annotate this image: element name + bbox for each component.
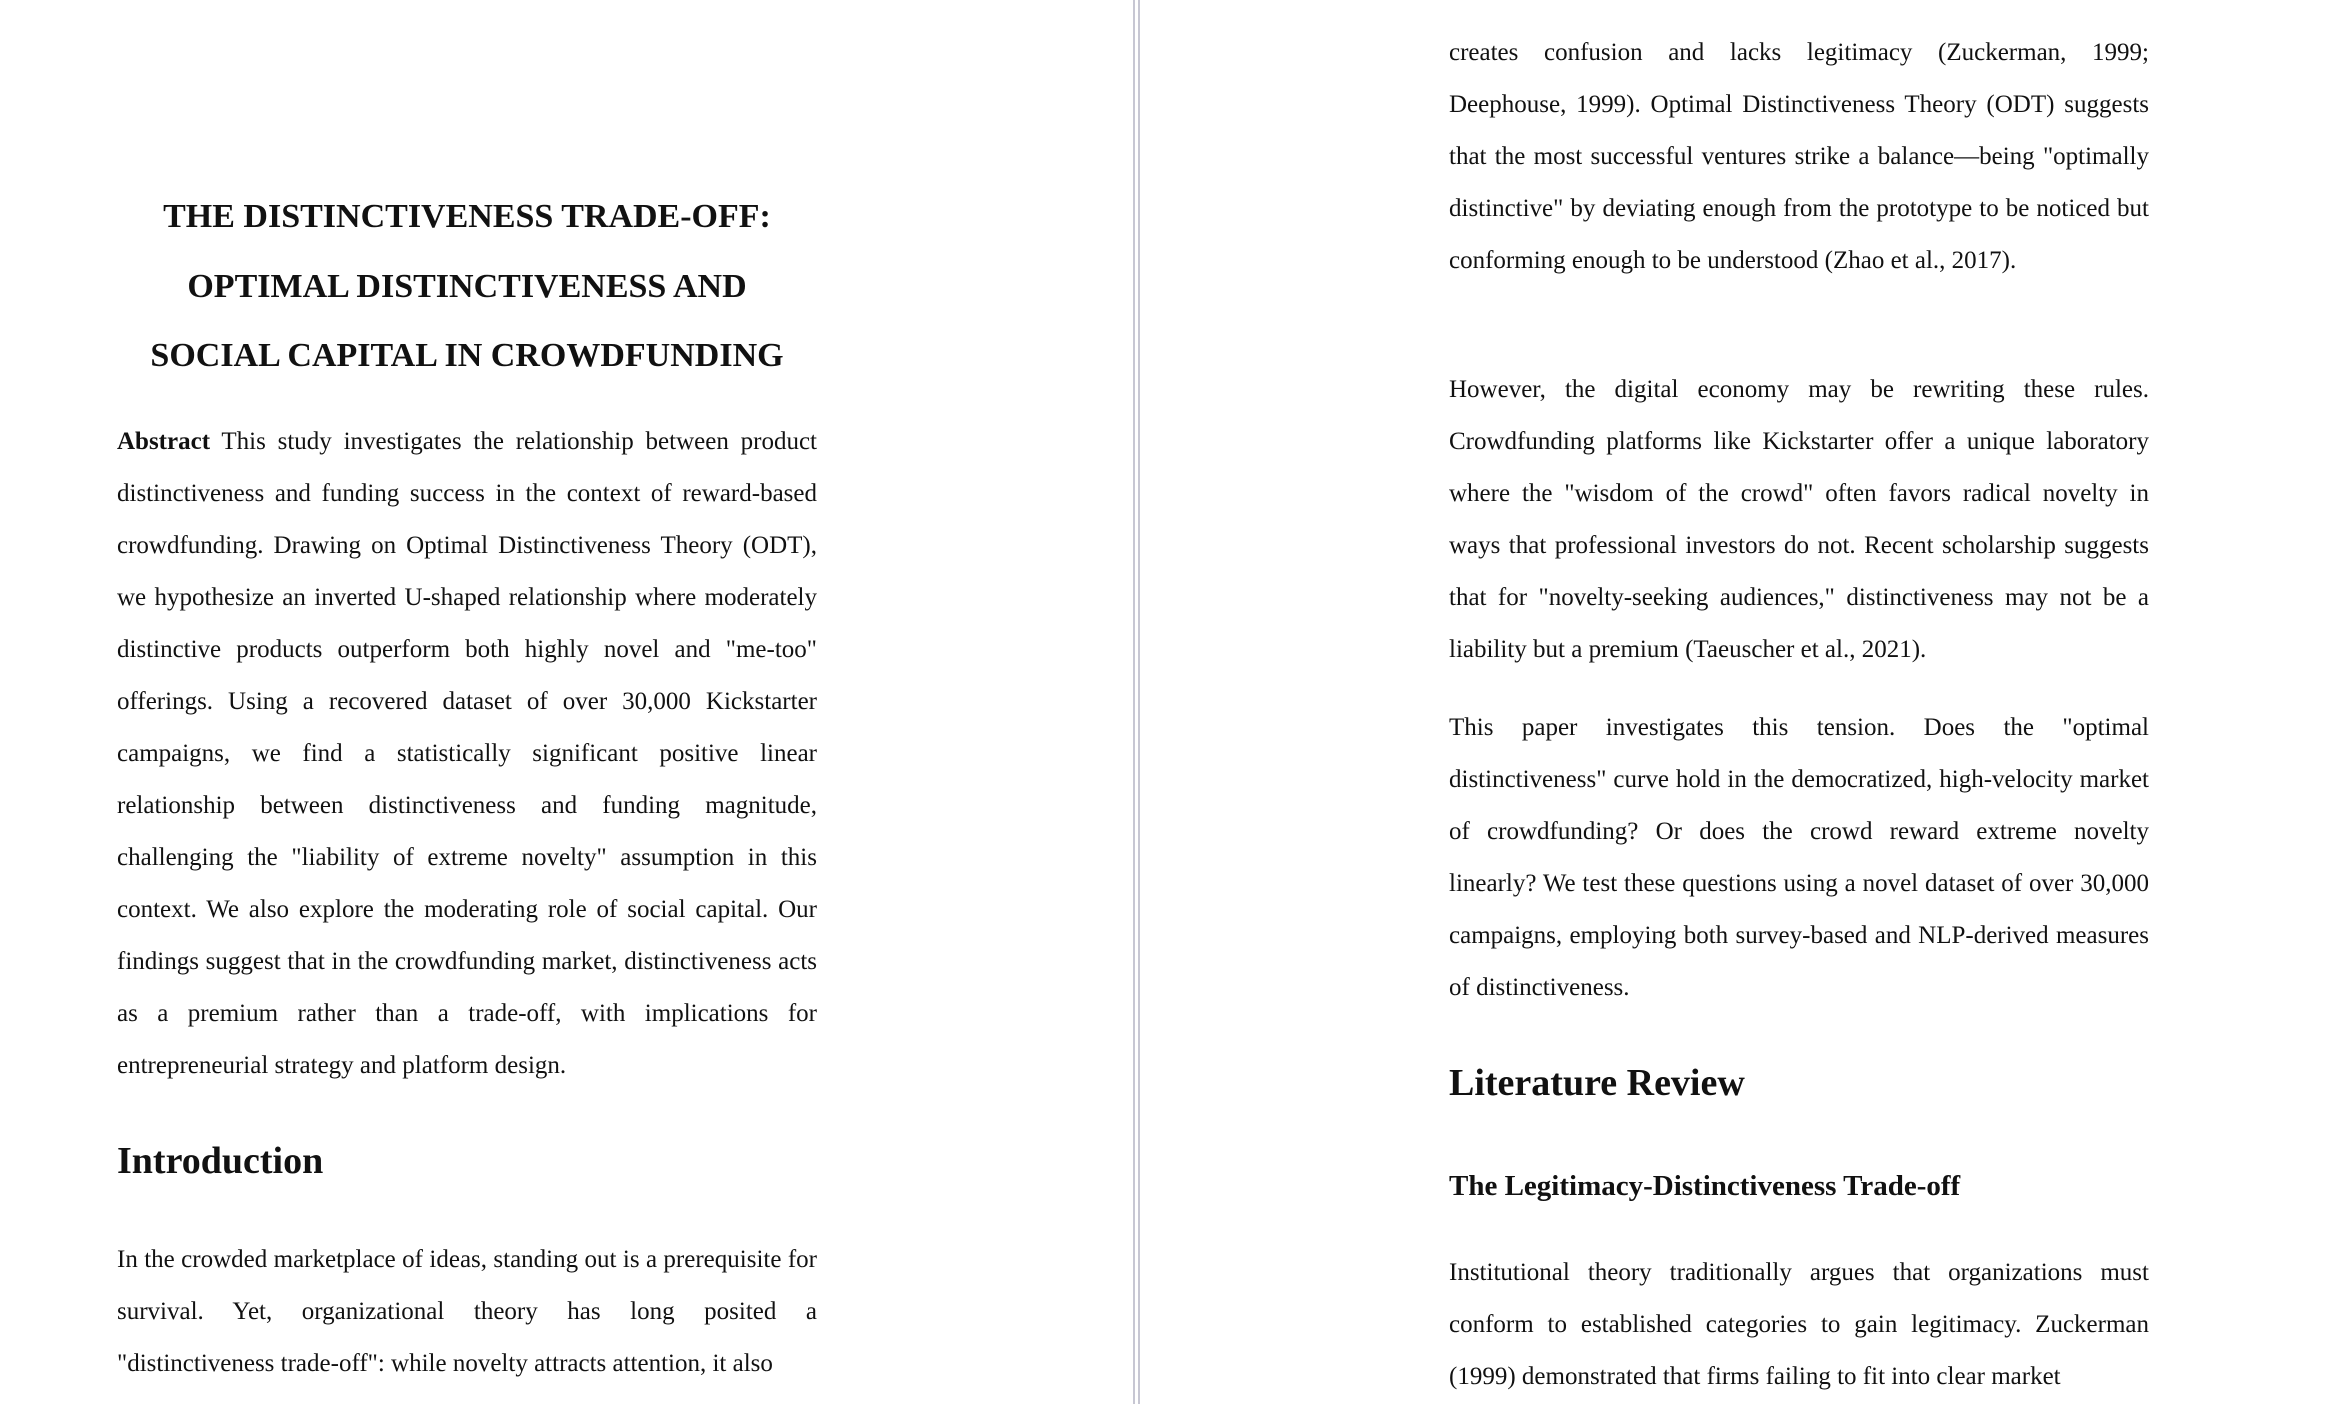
page-divider [1133,0,1140,1404]
however-paragraph: However, the digital economy may be rewriting these rules. Crowdfunding platforms like Kickstarter offer a unique laboratory where the "wisdom of the crowd" often favors radical novelty in ways that professional investors do not. Recent scholarship suggests that for "novelty-seeking audiences," distinctiveness may not be a liability but a premium (Taeuscher et al., 2021). [1449,376,2149,663]
introduction-paragraph: In the crowded marketplace of ideas, standing out is a prerequisite for survival. Yet, organizational theory has long posited a "distinctiveness trade-off": while novelty attracts attention, it also [117,1246,817,1377]
introduction-heading: Introduction [117,1140,324,1182]
abstract-text: This study investigates the relationship between product distinctiveness and funding success in the context of reward-based crowdfunding. Drawing on Optimal Distinctiveness Theory (ODT), we hypothesize an inverted U-shaped relationship where moderately distinctive products outperform both highly novel and "me-too" offerings. Using a recovered dataset of over 30,000 Kickstarter campaigns, we find a statistically significant positive linear relationship between distinctiveness and funding magnitude, challenging the "liability of extreme novelty" assumption in this context. We also explore the moderating role of social capital. Our findings suggest that in the crowdfunding market, distinctiveness acts as a premium rather than a trade-off, with implications for entrepreneurial strategy and platform design. [117,428,817,1079]
document-page-left [0,0,1133,1404]
institutional-theory-paragraph: Institutional theory traditionally argues that organizations must conform to established categories to gain legitimacy. Zuckerman (1999) demonstrated that firms failing to fit into clear market [1449,1259,2149,1390]
legitimacy-subheading: The Legitimacy-Distinctiveness Trade-off [1449,1170,1961,1202]
abstract-label: Abstract [117,428,211,455]
continued-paragraph: creates confusion and lacks legitimacy (Zuckerman, 1999; Deephouse, 1999). Optimal Distinctiveness Theory (ODT) suggests that the most successful ventures strike a balance—being "optimally distinctive" by deviating enough from the prototype to be noticed but conforming enough to be understood (Zhao et al., 2017). [1449,39,2149,274]
literature-review-heading: Literature Review [1449,1062,1745,1104]
this-paper-paragraph: This paper investigates this tension. Does the "optimal distinctiveness" curve hold in the democratized, high-velocity market of crowdfunding? Or does the crowd reward extreme novelty linearly? We test these questions using a novel dataset of over 30,000 campaigns, employing both survey-based and NLP-derived measures of distinctiveness. [1449,714,2149,1001]
paper-title-line-1: THE DISTINCTIVENESS TRADE-OFF: [163,198,771,235]
paper-title-line-3: SOCIAL CAPITAL IN CROWDFUNDING [150,337,784,374]
abstract-paragraph [117,416,817,1092]
paper-title-line-2: OPTIMAL DISTINCTIVENESS AND [187,268,747,305]
document-page-right [1140,0,2325,1404]
